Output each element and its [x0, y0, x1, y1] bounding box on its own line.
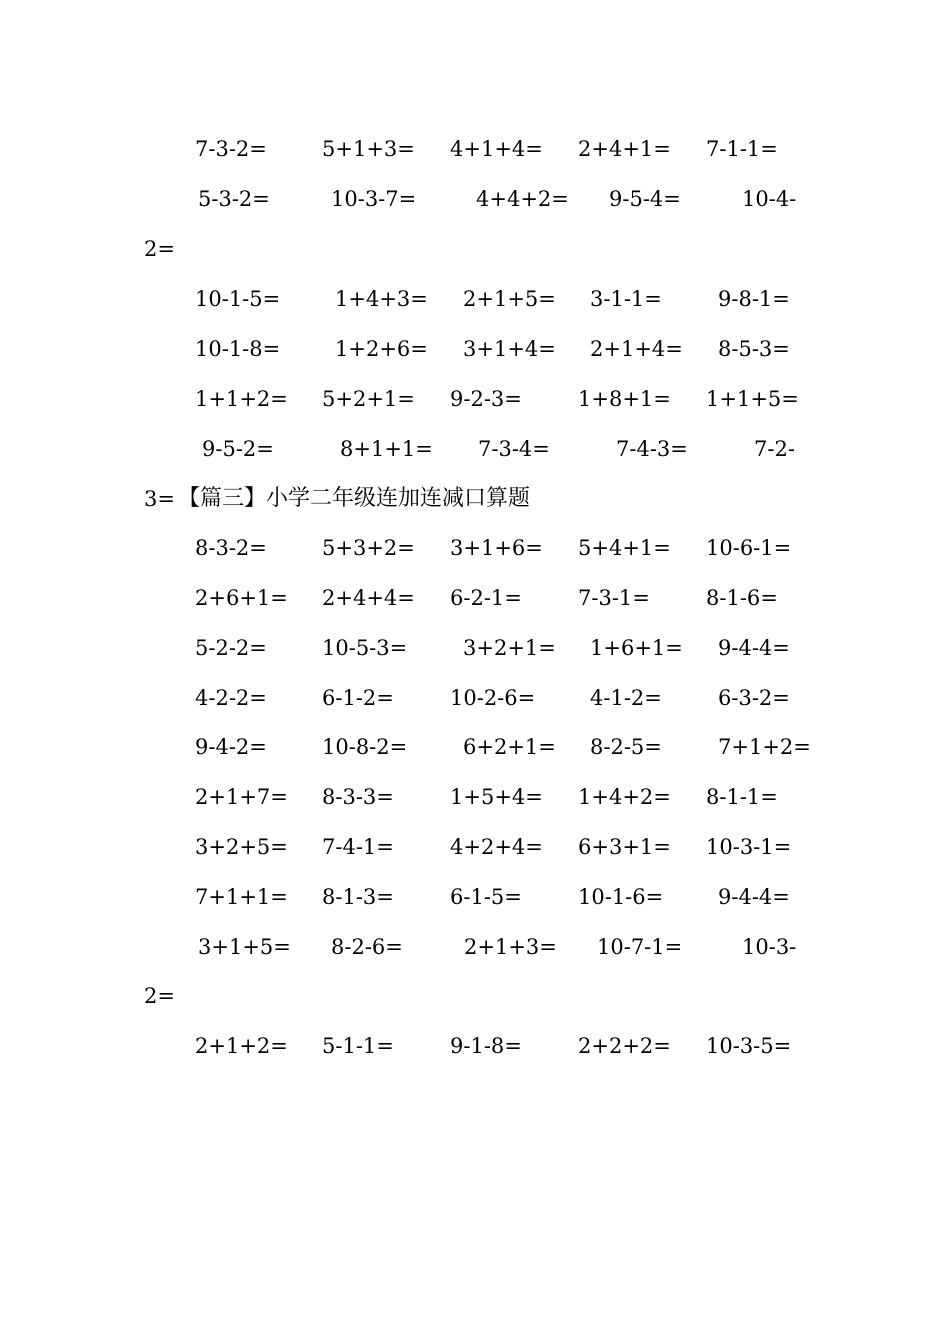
problem: 2+1+4=: [590, 337, 683, 361]
problem: 1+1+5=: [706, 387, 799, 411]
problem: 8-2-5=: [590, 735, 662, 759]
problem: 5-3-2=: [198, 187, 270, 211]
problem-row: [0, 183, 950, 215]
problem: 8-2-6=: [331, 935, 403, 959]
problem: 9-8-1=: [718, 287, 790, 311]
problem-row: [0, 881, 950, 913]
problem-row: [0, 582, 950, 614]
problem-row: [0, 532, 950, 564]
problem: 2+6+1=: [195, 586, 288, 610]
problem: 3-1-1=: [590, 287, 662, 311]
problem: 10-3-1=: [706, 835, 792, 859]
problem: 2+4+1=: [578, 137, 671, 161]
problem: 1+5+4=: [450, 785, 543, 809]
problem: 4+4+2=: [476, 187, 569, 211]
problem-row: [0, 731, 950, 763]
problem: 8-5-3=: [718, 337, 790, 361]
problem: 3+1+5=: [198, 935, 291, 959]
problem: 5+2+1=: [322, 387, 415, 411]
problem-row: [0, 383, 950, 415]
problem-wrap: 2=: [144, 984, 175, 1008]
problem: 1+4+2=: [578, 785, 671, 809]
problem: 6-1-2=: [322, 686, 394, 710]
problem: 4-2-2=: [195, 686, 267, 710]
problem: 7-2-: [754, 437, 795, 461]
problem: 9-4-4=: [718, 636, 790, 660]
problem: 4-1-2=: [590, 686, 662, 710]
problem: 5+4+1=: [578, 536, 671, 560]
problem: 7-3-1=: [578, 586, 650, 610]
problem: 7-1-1=: [706, 137, 778, 161]
problem: 7-4-1=: [322, 835, 394, 859]
problem: 10-3-: [742, 935, 797, 959]
problem-row: [0, 682, 950, 714]
problem: 10-5-3=: [322, 636, 408, 660]
problem: 5-2-2=: [195, 636, 267, 660]
problem: 6+2+1=: [463, 735, 556, 759]
problem: 10-4-: [742, 187, 797, 211]
problem: 5+3+2=: [322, 536, 415, 560]
problem-row: [0, 333, 950, 365]
problem: 1+2+6=: [335, 337, 428, 361]
problem: 1+4+3=: [335, 287, 428, 311]
problem: 10-8-2=: [322, 735, 408, 759]
problem-row: [0, 133, 950, 165]
problem: 6-3-2=: [718, 686, 790, 710]
problem: 9-5-4=: [609, 187, 681, 211]
problem: 4+1+4=: [450, 137, 543, 161]
problem: 6-2-1=: [450, 586, 522, 610]
problem: 8-3-3=: [322, 785, 394, 809]
problem: 1+6+1=: [590, 636, 683, 660]
problem: 2+2+2=: [578, 1034, 671, 1058]
problem: 8-1-3=: [322, 885, 394, 909]
problem: 6-1-5=: [450, 885, 522, 909]
problem: 10-6-1=: [706, 536, 792, 560]
problem: 10-3-7=: [331, 187, 417, 211]
problem-wrap: 3=: [144, 487, 175, 511]
problem-wrap: 2=: [144, 237, 175, 261]
problem: 9-4-4=: [718, 885, 790, 909]
problem: 4+2+4=: [450, 835, 543, 859]
problem-row: [0, 283, 950, 315]
problem: 5-1-1=: [322, 1034, 394, 1058]
problem: 8+1+1=: [340, 437, 433, 461]
problem: 6+3+1=: [578, 835, 671, 859]
section-heading: 【篇三】小学二年级连加连减口算题: [178, 486, 531, 511]
problem: 9-5-2=: [202, 437, 274, 461]
problem: 1+1+2=: [195, 387, 288, 411]
problem: 2+1+7=: [195, 785, 288, 809]
wrap-and-heading-line: [144, 483, 844, 515]
problem: 3+1+6=: [450, 536, 543, 560]
problem: 10-7-1=: [597, 935, 683, 959]
problem: 9-1-8=: [450, 1034, 522, 1058]
problem: 10-1-6=: [578, 885, 664, 909]
problem: 8-1-1=: [706, 785, 778, 809]
problem: 8-3-2=: [195, 536, 267, 560]
problem-row: [0, 433, 950, 465]
problem: 1+8+1=: [578, 387, 671, 411]
problem: 2+4+4=: [322, 586, 415, 610]
problem: 7+1+1=: [195, 885, 288, 909]
problem: 9-2-3=: [450, 387, 522, 411]
problem: 10-3-5=: [706, 1034, 792, 1058]
problem: 2+1+5=: [463, 287, 556, 311]
problem: 7+1+2=: [718, 735, 811, 759]
problem: 2+1+3=: [464, 935, 557, 959]
problem: 7-3-4=: [478, 437, 550, 461]
problem: 7-3-2=: [195, 137, 267, 161]
problem: 7-4-3=: [616, 437, 688, 461]
problem-row: [0, 931, 950, 963]
problem: 2+1+2=: [195, 1034, 288, 1058]
problem: 3+1+4=: [463, 337, 556, 361]
problem: 3+2+5=: [195, 835, 288, 859]
problem: 10-2-6=: [450, 686, 536, 710]
problem-row: [0, 831, 950, 863]
problem-row: [0, 1030, 950, 1062]
problem: 3+2+1=: [463, 636, 556, 660]
problem: 8-1-6=: [706, 586, 778, 610]
problem-row: [0, 781, 950, 813]
problem: 10-1-8=: [195, 337, 281, 361]
problem: 10-1-5=: [195, 287, 281, 311]
problem: 5+1+3=: [322, 137, 415, 161]
problem-row: [0, 632, 950, 664]
problem: 9-4-2=: [195, 735, 267, 759]
